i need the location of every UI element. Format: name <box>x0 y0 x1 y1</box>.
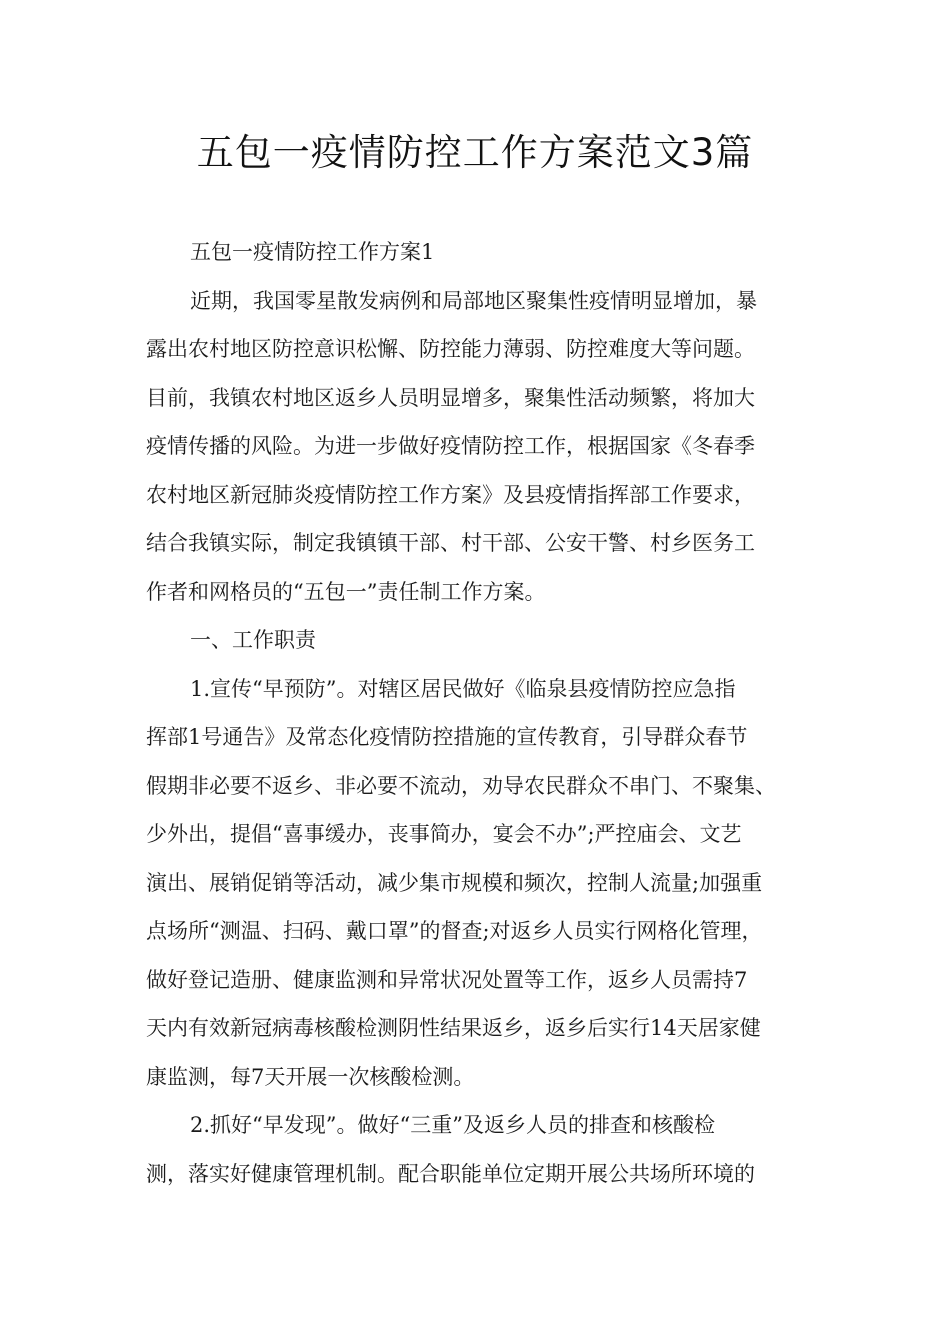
paragraph-line: 挥部1号通告》及常态化疫情防控措施的宣传教育，引导群众春节 <box>146 725 748 749</box>
paragraph-line: 农村地区新冠肺炎疫情防控工作方案》及县疫情指挥部工作要求， <box>146 482 755 507</box>
paragraph-line: 测，落实好健康管理机制。配合职能单位定期开展公共场所环境的 <box>146 1161 755 1186</box>
paragraph-line: 做好登记造册、健康监测和异常状况处置等工作，返乡人员需持7 <box>146 967 748 992</box>
paragraph-line: 疫情传播的风险。为进一步做好疫情防控工作，根据国家《冬春季 <box>146 434 755 458</box>
document-title: 五包一疫情防控工作方案范文3篇 <box>196 131 754 174</box>
paragraph-prevention <box>146 665 836 1102</box>
paragraph-intro <box>146 277 836 617</box>
subheading-duties <box>146 616 836 665</box>
paragraph-line: 天内有效新冠病毒核酸检测阴性结果返乡，返乡后实行14天居家健 <box>146 1016 761 1040</box>
paragraph-line: 点场所“测温、扫码、戴口罩”的督查;对返乡人员实行网格化管理， <box>146 919 763 943</box>
paragraph-line: 2.抓好“早发现”。做好“三重”及返乡人员的排查和核酸检 <box>190 1113 715 1137</box>
paragraph-line: 作者和网格员的“五包一”责任制工作方案。 <box>146 579 546 604</box>
paragraph-line: 结合我镇实际，制定我镇镇干部、村干部、公安干警、村乡医务工 <box>146 531 755 555</box>
paragraph-line: 露出农村地区防控意识松懈、防控能力薄弱、防控难度大等问题。 <box>146 337 755 361</box>
document-body <box>146 228 836 1198</box>
section-heading <box>146 228 836 277</box>
section-heading-text: 五包一疫情防控工作方案1 <box>190 240 435 264</box>
paragraph-line: 演出、展销促销等活动，减少集市规模和频次，控制人流量;加强重 <box>146 870 763 895</box>
paragraph-line: 近期，我国零星散发病例和局部地区聚集性疫情明显增加，暴 <box>190 288 757 313</box>
paragraph-line: 目前，我镇农村地区返乡人员明显增多，聚集性活动频繁，将加大 <box>146 385 755 410</box>
subheading-text: 一、工作职责 <box>190 628 316 652</box>
paragraph-line: 假期非必要不返乡、非必要不流动，劝导农民群众不串门、不聚集、 <box>146 773 776 798</box>
paragraph-line: 1.宣传“早预防”。对辖区居民做好《临泉县疫情防控应急指 <box>190 676 736 701</box>
paragraph-discovery <box>146 1101 836 1198</box>
paragraph-line: 康监测，每7天开展一次核酸检测。 <box>146 1064 475 1089</box>
paragraph-line: 少外出，提倡“喜事缓办，丧事简办，宴会不办”;严控庙会、文艺 <box>146 822 742 846</box>
